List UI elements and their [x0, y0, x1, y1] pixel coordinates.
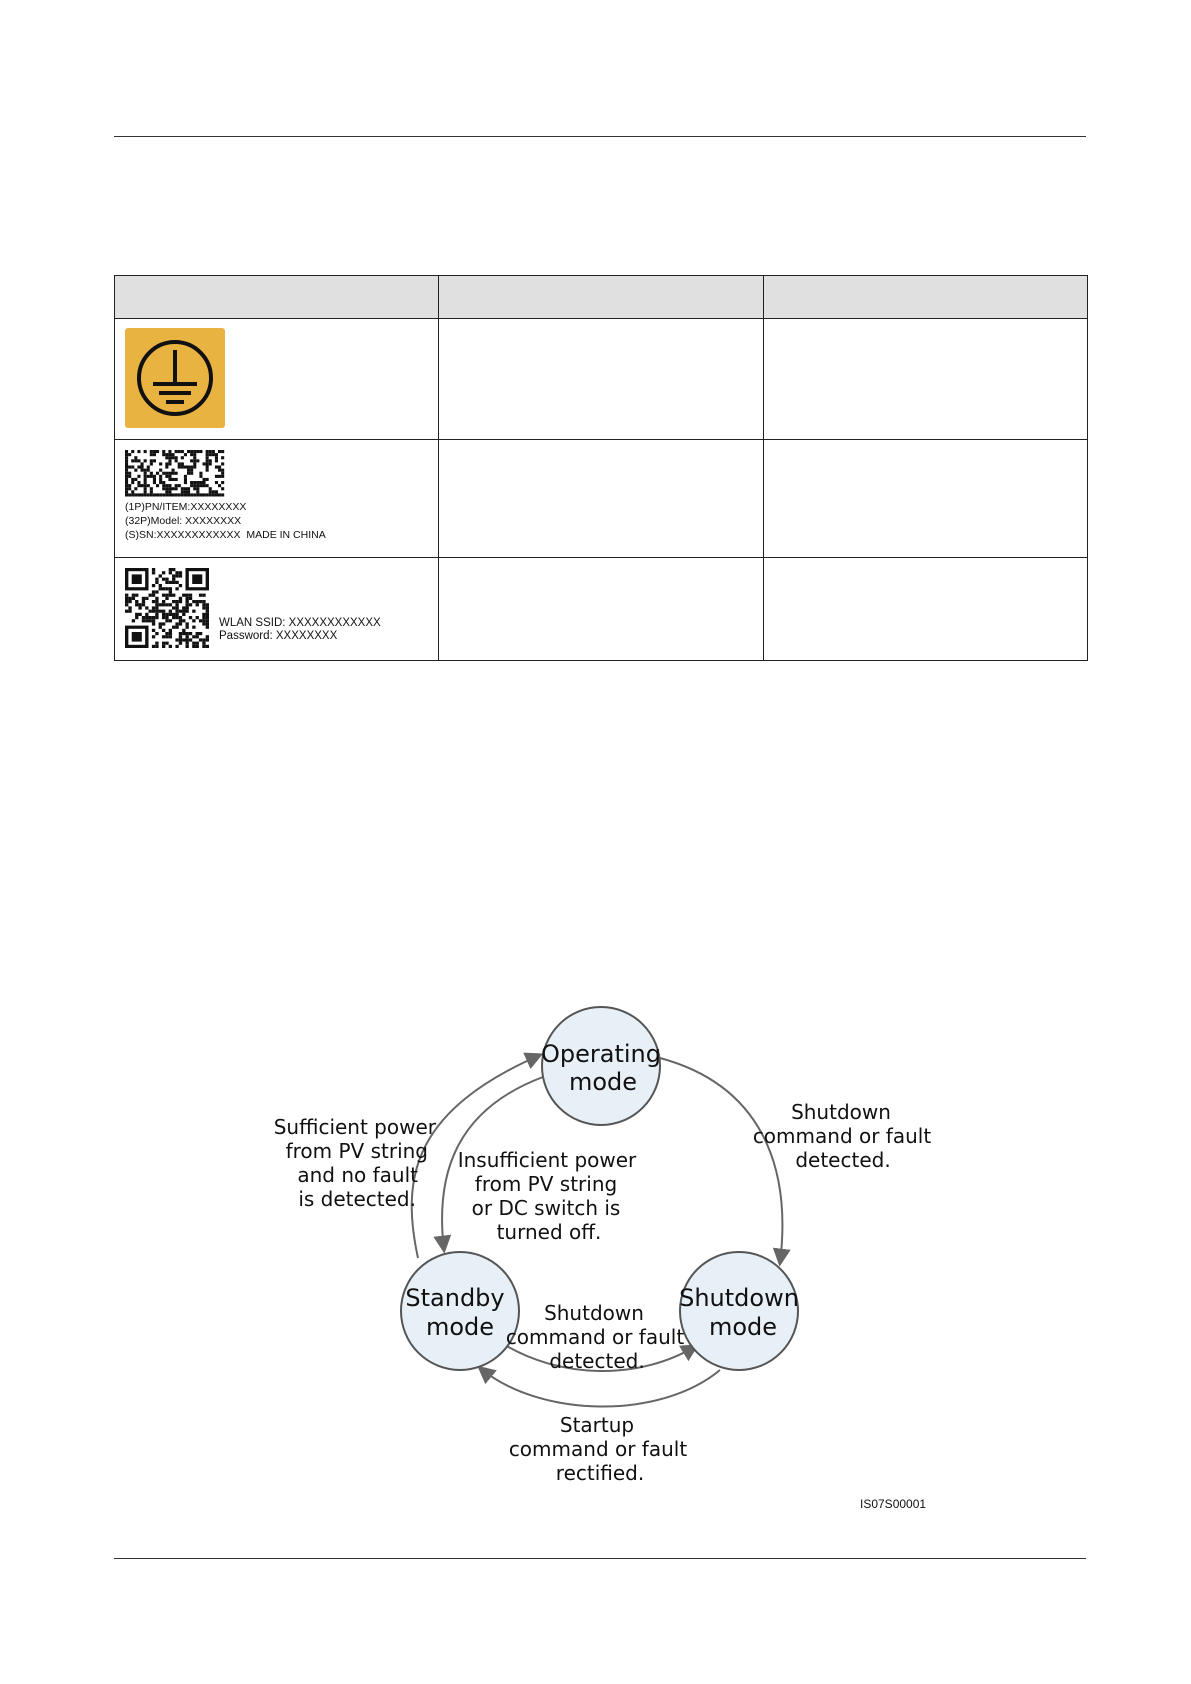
- label-line: Shutdown: [791, 1100, 891, 1124]
- standby-mode-node: [401, 1252, 519, 1370]
- nameplate-line-3: (S)SN:XXXXXXXXXXXX MADE IN CHINA: [125, 529, 326, 541]
- operating-mode-label-1: Operating: [541, 1040, 661, 1068]
- label-line: Shutdown: [544, 1301, 644, 1325]
- label-standby-to-operating: [274, 1115, 437, 1211]
- standby-mode-label-1: Standby: [405, 1284, 505, 1312]
- standby-mode-label-2: mode: [425, 1313, 495, 1341]
- label-line: command or fault: [508, 1437, 688, 1461]
- footer-rule: [114, 1558, 1086, 1559]
- label-line: or DC switch is: [471, 1196, 621, 1220]
- nameplate-line-2: (32P)Model: XXXXXXXX: [125, 515, 242, 527]
- label-line: and no fault: [297, 1163, 418, 1187]
- arrow-operating-to-shutdown: [660, 1058, 782, 1263]
- arrow-shutdown-to-standby: [480, 1368, 720, 1407]
- label-shutdown-to-standby: [509, 1413, 688, 1485]
- operating-mode-label-2: mode: [568, 1068, 638, 1096]
- shutdown-mode-label-1: Shutdown: [679, 1284, 799, 1312]
- label-line: turned off.: [496, 1220, 602, 1244]
- wlan-password-line: Password: XXXXXXXX: [219, 630, 338, 642]
- operating-mode-node: [541, 1007, 661, 1125]
- label-operating-to-standby: [458, 1148, 637, 1244]
- label-operating-to-shutdown: [753, 1100, 932, 1172]
- label-line: detected.: [549, 1349, 645, 1373]
- shutdown-mode-node: [679, 1252, 799, 1370]
- label-line: Startup: [559, 1413, 635, 1437]
- shutdown-mode-label-2: mode: [708, 1313, 778, 1341]
- label-line: is detected.: [298, 1187, 416, 1211]
- wlan-ssid-line: WLAN SSID: XXXXXXXXXXXX: [219, 617, 381, 629]
- label-line: Sufficient power: [273, 1115, 436, 1139]
- figure-id: IS07S00001: [860, 1497, 927, 1511]
- label-line: Insufficient power: [457, 1148, 637, 1172]
- nameplate-line-1: (1P)PN/ITEM:XXXXXXXX: [125, 501, 247, 513]
- label-line: command or fault: [505, 1325, 685, 1349]
- label-line: from PV string: [474, 1172, 618, 1196]
- label-line: command or fault: [752, 1124, 932, 1148]
- label-line: rectified.: [555, 1461, 645, 1485]
- label-line: detected.: [795, 1148, 891, 1172]
- label-line: from PV string: [285, 1139, 428, 1163]
